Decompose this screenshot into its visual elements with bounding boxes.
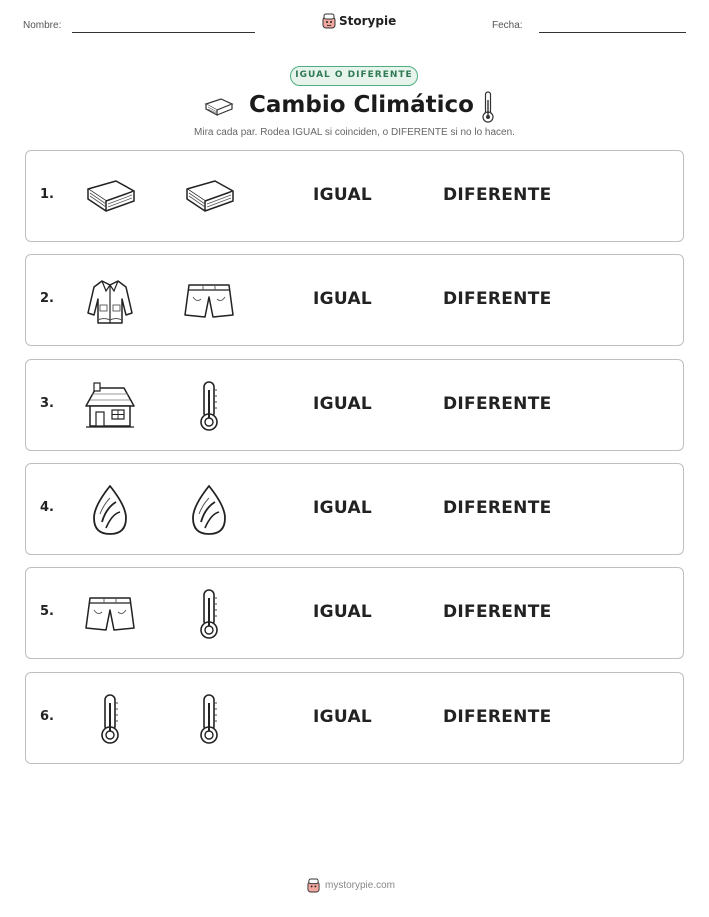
shorts-icon xyxy=(181,273,237,329)
igual-option[interactable]: IGUAL xyxy=(313,498,373,518)
exercise-row xyxy=(25,359,684,451)
diferente-option[interactable]: DIFERENTE xyxy=(443,289,552,309)
igual-option[interactable]: IGUAL xyxy=(313,185,373,205)
diferente-option[interactable]: DIFERENTE xyxy=(443,394,552,414)
exercise-row xyxy=(25,672,684,764)
diferente-option[interactable]: DIFERENTE xyxy=(443,602,552,622)
book-icon xyxy=(203,96,235,122)
shorts-icon xyxy=(82,586,138,642)
name-field[interactable] xyxy=(72,32,255,33)
brand-name: Storypie xyxy=(339,14,397,28)
igual-option[interactable]: IGUAL xyxy=(313,394,373,414)
igual-option[interactable]: IGUAL xyxy=(313,707,373,727)
diferente-option[interactable]: DIFERENTE xyxy=(443,707,552,727)
book-icon xyxy=(82,169,138,225)
exercise-row xyxy=(25,567,684,659)
diferente-option[interactable]: DIFERENTE xyxy=(443,498,552,518)
book-icon xyxy=(181,169,237,225)
row-number: 2. xyxy=(40,291,54,306)
water-drop-icon xyxy=(181,482,237,538)
exercise-row xyxy=(25,463,684,555)
igual-option[interactable]: IGUAL xyxy=(313,602,373,622)
row-number: 1. xyxy=(40,187,54,202)
row-number: 5. xyxy=(40,604,54,619)
water-drop-icon xyxy=(82,482,138,538)
title-row xyxy=(0,90,709,126)
storypie-mascot-icon xyxy=(322,13,336,29)
brand-logo xyxy=(322,13,396,29)
house-icon xyxy=(82,378,138,434)
footer xyxy=(307,878,395,893)
diferente-option[interactable]: DIFERENTE xyxy=(443,185,552,205)
name-label: Nombre: xyxy=(23,20,62,31)
thermometer-icon xyxy=(181,691,237,747)
worksheet-badge: IGUAL O DIFERENTE xyxy=(290,66,418,86)
igual-option[interactable]: IGUAL xyxy=(313,289,373,309)
row-number: 4. xyxy=(40,500,54,515)
page-title: Cambio Climático xyxy=(249,92,474,118)
exercise-row xyxy=(25,150,684,242)
date-field[interactable] xyxy=(539,32,686,33)
footer-site: mystorypie.com xyxy=(325,880,396,891)
row-number: 3. xyxy=(40,396,54,411)
exercise-row xyxy=(25,254,684,346)
instructions: Mira cada par. Rodea IGUAL si coinciden, o DIFERENTE si no lo hacen. xyxy=(194,127,515,138)
coat-icon xyxy=(82,273,138,329)
row-number: 6. xyxy=(40,709,54,724)
thermometer-icon xyxy=(181,586,237,642)
thermometer-icon xyxy=(481,90,495,128)
storypie-mascot-icon xyxy=(307,878,320,893)
date-label: Fecha: xyxy=(492,20,523,31)
thermometer-icon xyxy=(181,378,237,434)
thermometer-icon xyxy=(82,691,138,747)
